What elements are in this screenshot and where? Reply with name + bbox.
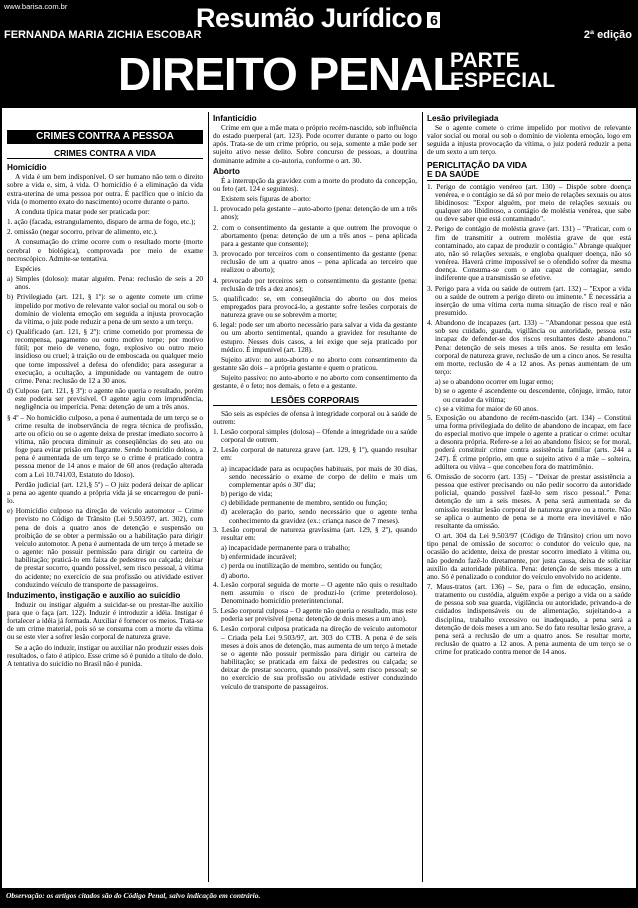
column-1	[7, 112, 203, 882]
list-item: 5. Lesão corporal culposa – O agente não queria o resultado, mas este poderia ser previsível (pena: detenção de dois meses a um ano).	[213, 606, 417, 624]
list-subitem: b) se o agente é ascendente ou descendente, cônjuge, irmão, tutor ou curador da vítima;	[435, 386, 631, 404]
list-item: § 4º – No homicídio culposo, a pena é aumentada de um terço se o crime resulta de inobservância de regra técnica de profissão, arte ou ofício ou se o agente deixa de prestar imediato socorro à vítima, não procura diminuir as conseqüências do seu ato ou foge para evitar prisão em flagrante. Sendo homicídio doloso, a pena é aumentada de um terço se o crime é praticado contra pessoa menor de 14 anos e maior de 60 anos (redação alterada com a Lei 10.741/03, Estatuto do Idoso).	[7, 412, 203, 479]
list-item: 3. provocado por terceiros com o consentimento da gestante (pena: reclusão de um a quatro anos – pena aplicada ao terceiro que realizou o aborto);	[213, 249, 417, 275]
list-item: a) Simples (doloso): matar alguém. Pena: reclusão de seis a 20 anos.	[7, 274, 203, 292]
site-url: www.barisa.com.br	[4, 2, 68, 11]
list-subitem: a) incapacidade para as ocupações habituais, por mais de 30 dias, sendo necessário o exame de corpo de delito e mais um complementar após o 30º dia;	[221, 463, 417, 489]
list-item: b) Privilegiado (art. 121, § 1º): se o agente comete um crime impelido por motivo de relevante valor social ou moral ou sob o domínio de violenta emoção em seguida a injusta provocação da vítima, o juiz pode reduzir a pena de um sexto a um terço.	[7, 292, 203, 326]
list-subitem: c) se a vítima for maior de 60 anos.	[435, 403, 539, 413]
list-subitem: b) perigo de vida;	[221, 489, 273, 499]
page-subtitle	[450, 51, 555, 91]
list-item: 6. Lesão corporal culposa praticada na direção de veículo automotor – Criada pela Lei 9.503/97, art. 303 do CTB. A pena é de seis meses a dois anos de detenção, mas aumenta de um terço à metade se o agente não possuir permissão para dirigir ou carteira de habilitação; se praticada em faixa de pedestres ou calçada; se deixar de prestar socorro, quando possível, sem risco pessoal; se no exercício de sua profissão ou atividade estiver conduzindo veículo de transporte de passageiros.	[213, 624, 417, 691]
list-item: 3. Lesão corporal de natureza gravíssima (art. 129, § 2º), quando resultar em:	[213, 524, 417, 542]
list-item: 2. Perigo de contágio de moléstia grave (art. 131) – "Praticar, com o fim de transmitir a outrem moléstia grave de que está contaminado, ato capaz de produzir o contágio." Abrange qualquer ato, não só relações sexuais, e engloba qualquer doença, não só venérea. Haverá crime impossível se o ofendido sofrer da mesma doença. Consuma-se com o ato capaz de contagiar, sendo indiferente que a transmissão se efetive.	[427, 224, 631, 283]
list-item: 1. Lesão corporal simples (dolosa) – Ofende a integridade ou a saúde corporal de outrem.	[213, 427, 417, 445]
list-item: 6. legal: pode ser um aborto necessário para salvar a vida da gestante ou um aborto sentimental, quando a gravidez for resultante de estupro. Nesses dois casos, a lei exige que seja praticado por médico. É impunível (art. 128).	[213, 320, 417, 354]
list-subitem: b) enfermidade incurável;	[221, 552, 297, 562]
paragraph: Perdão judicial (art. 121,§ 5º) – O juiz poderá deixar de aplicar a pena ao agente quando a própria vida já se encarregou de puni-lo.	[7, 479, 203, 506]
topic-title: Induzimento, instigação e auxílio ao suicídio	[7, 590, 181, 600]
column-divider	[422, 112, 423, 882]
series-title	[196, 3, 441, 33]
list-item: c) Qualificado (art. 121, § 2º): crime cometido por promessa de recompensa, pagamento ou outro motivo torpe; por motivo fútil; por meio de veneno, fogo, explosivo ou outro meio insidioso ou cruel; à traição ou de emboscada ou qualquer meio que torne impossível a defesa do ofendido; para assegurar a execução, a ocultação, a impunidade ou vantagem de outro crime. Pena: reclusão de 12 a 30 anos.	[7, 326, 203, 385]
list-item: 6. Omissão de socorro (art. 135) – "Deixar de prestar assistência a pessoa que estiver precisando ou não pedir socorro da autoridade policial, quando possível fazê-lo sem risco pessoal." Pena: detenção de um a seis meses. A pena será aumentada se da omissão resultar lesão corporal de natureza grave ou a morte. Não se aplica o aumento de pena se a morte era inevitável e não resultante da omissão.	[427, 471, 631, 530]
paragraph: Se o agente comete o crime impelido por motivo de relevante valor social ou moral ou sob o domínio de violenta emoção, logo em seguida a injusta provocação da vítima, o juiz poderá reduzir a pena de um sexto a um terço.	[427, 123, 631, 157]
subtitle-line-2: ESPECIAL	[450, 69, 556, 92]
column-3	[427, 112, 631, 882]
list-subitem: d) aceleração do parto, sendo necessário que o agente tenha conhecimento da gravidez (ex.: criança nasce de 7 meses).	[221, 507, 417, 525]
section-heading: CRIMES CONTRA A VIDA	[7, 149, 203, 159]
series-name: Resumão Jurídico	[196, 3, 423, 33]
footer-note: Observação: os artigos citados são do Código Penal, salvo indicação em contrário.	[6, 891, 261, 900]
paragraph: A conduta típica matar pode ser praticada por:	[15, 206, 150, 216]
section-heading-line-2: E DA SAÚDE	[427, 168, 480, 179]
subheading: Espécies	[15, 263, 41, 273]
paragraph: Crime em que a mãe mata o próprio recém-nascido, sob influência do estado puerperal (art. 123). Pode ocorrer durante o parto ou logo após. Trata-se de um crime próprio, ou seja, somente a mãe pode ser sujeito ativo nesse delito. Sobre concurso de pessoas, a doutrina dominante admite a co-autoria, conforme o art. 30.	[213, 123, 417, 165]
list-item: 1. Perigo de contágio venéreo (art. 130) – Dispõe sobre doença venérea, e o contágio se dá só por meio de relações sexuais ou atos libidinosos: "Expor alguém, por meio de relações sexuais ou qualquer ato libidinoso, a contágio de moléstia venérea, que sabe ou deve saber que está contaminado".	[427, 181, 631, 224]
column-2	[213, 112, 417, 882]
topic-title: Aborto	[213, 166, 240, 176]
list-item: 4. Lesão corporal seguida de morte – O agente não quis o resultado nem assumiu o risco de produzi-lo (crime preterdoloso). Denominado homicídio preterintencional.	[213, 579, 417, 605]
section-heading-line-1: PERICLITAÇÃO DA VIDA	[427, 159, 528, 170]
paragraph: A consumação do crime ocorre com o resultado morte (morte cerebral e biológica), comprovada por meio de exame necroscópico. Admite-se tentativa.	[7, 237, 203, 263]
paragraph: Sujeito ativo: no auto-aborto e no aborto com consentimento da gestante são dois – a própria gestante e quem o praticou.	[213, 354, 417, 373]
paragraph: É a interrupção da gravidez com a morte do produto da concepção, ou feto (art. 124 e seguintes).	[213, 175, 417, 193]
list-item: 2. omissão (negar socorro, privar de alimento, etc.).	[7, 227, 158, 237]
section-heading	[427, 161, 631, 181]
paragraph: Se a ação do induzir, instigar ou auxiliar não produzir esses dois resultados, o fato é atípico. Esse crime só é punido a título de dolo. A tentativa do suicídio no Brasil não é punida.	[7, 642, 203, 668]
subtitle-line-1: PARTE	[450, 49, 520, 72]
topic-title: Infanticídio	[213, 114, 257, 123]
list-subitem: a) incapacidade permanente para o trabalho;	[221, 543, 351, 553]
content-sheet	[2, 108, 636, 888]
page-title: DIREITO PENAL	[118, 48, 460, 100]
list-item: 2. Lesão corporal de natureza grave (art. 129, § 1º), quando resultar em:	[213, 445, 417, 463]
section-banner: CRIMES CONTRA A PESSOA	[7, 130, 203, 144]
list-item: 4. Abandono de incapazes (art. 133) – "Abandonar pessoa que está sob seu cuidado, guarda, vigilância ou autoridade, pessoa esta incapaz de defender-se dos riscos resultantes deste abandono." Pena: detenção de seis meses a três anos. Se resulta em lesão corporal de natureza grave, reclusão de um a cinco anos. Se resulta em morte, reclusão de 4 a 12 anos. As penas aumentam de um terço:	[427, 318, 631, 377]
list-item: 3. Perigo para a vida ou saúde de outrem (art. 132) – "Expor a vida ou a saúde de outrem a perigo direto ou iminente." É necessária a inserção de uma vítima certa numa situação de risco real e não presumido.	[427, 283, 631, 317]
paragraph: A vida é um bem indisponível. O ser humano não tem o direito sobre a vida e, sim, à vida. O homicídio é a eliminação da vida extra-uterina de uma pessoa por outra. É pacífico que o início da vida (o momento exato do nascimento) ocorre durante o parto.	[7, 172, 203, 206]
list-item: d) Culposo (art. 121, § 3º): o agente não queria o resultado, porém este poderia ser previsível. O agente agiu com imprudência, negligência ou imperícia. Pena: detenção de um a três anos.	[7, 386, 203, 412]
topic-title: Homicídio	[7, 163, 47, 173]
list-item: 5. Exposição ou abandono de recém-nascido (art. 134) – Constitui uma forma privilegiada do delito de abandono de incapaz, em face do especial motivo que impele o agente a praticar o crime: ocultar a desonra própria. Refere-se a lei ao abandono físico; se for moral, poderá constituir crime contra assistência familiar (arts. 244 a 247). É crime próprio, em que o sujeito ativo é a mãe – solteira, adúltera ou viúva – que concebeu fora do matrimônio.	[427, 412, 631, 471]
section-heading: LESÕES CORPORAIS	[213, 396, 417, 406]
list-item: e) Homicídio culposo na direção de veículo automotor – Crime previsto no Código de Trânsito (Lei 9.503/97, art. 302), com pena de dois a quatro anos de detenção e suspensão ou proibição de se obter a permissão ou a habilitação para dirigir veículo automotor. A pena é aumentada de um terço à metade se o agente: não possuir permissão para dirigir ou carteira de habilitação; praticá-lo em faixa de pedestres ou calçada; deixar de prestar socorro, quando possível, sem risco pessoal, à vítima do acidente; no exercício de sua profissão ou atividade estiver conduzindo veículo de transporte de passageiros.	[7, 506, 203, 589]
list-subitem: a) se o abandono ocorrer em lugar ermo;	[435, 377, 554, 387]
author-name: FERNANDA MARIA ZICHIA ESCOBAR	[4, 29, 202, 41]
paragraph: Induzir ou instigar alguém a suicidar-se ou prestar-lhe auxílio para que o faça (art. 122). Induzir é introduzir a idéia. Instigar é fortalecer a idéia já formada. Auxiliar é fornecer os meios. Trata-se de um crime material, pois só se consuma com a morte da vítima ou se este vier a sofrer lesão corporal de natureza grave.	[7, 599, 203, 642]
paragraph: O art. 304 da Lei 9.503/97 (Código de Trânsito) criou um novo tipo penal de omissão de socorro: o condutor do veículo que, na ocasião do acidente, deixa de prestar socorro imediato à vítima ou, não podendo fazê-lo diretamente, por justa causa, deixa de solicitar auxílio da autoridade pública. Pena: detenção de seis meses a um ano. Só é penalizado o condutor do veículo envolvido no acidente.	[427, 531, 631, 581]
list-item: 5. qualificado: se, em conseqüência do aborto ou dos meios empregados para provocá-lo, a gestante sofre lesões corporais de natureza grave ou se sobrevém a morte;	[213, 293, 417, 320]
list-item: 1. ação (facada, estrangulamento, disparo de arma de fogo, etc.);	[7, 217, 196, 227]
list-subitem: c) perda ou inutilização de membro, sentido ou função;	[221, 561, 383, 571]
list-item: 7. Maus-tratos (art. 136) – Se, para o fim de educação, ensino, tratamento ou custódia, alguém expõe a perigo a vida ou a saúde de pessoa sob sua guarda, vigilância ou autoridade, privando-a de cuidados indispensáveis ou de alimentação, sujeitando-a a disciplina, trabalho excessivo ou inadequado, a pena será a detenção de dois meses a um ano. Se do fato resultar lesão grave, a pena será a reclusão de um a quatro anos. Se resultar morte, reclusão de quatro a 12 anos. A pena aumenta de um terço se o crime for praticado contra menor de 14 anos.	[427, 581, 631, 657]
list-item: 1. provocado pela gestante – auto-aborto (pena: detenção de um a três anos);	[213, 204, 417, 222]
topic-title: Lesão privilegiada	[427, 114, 499, 123]
list-subitem: d) aborto.	[221, 570, 250, 580]
list-subitem: c) debilidade permanente de membro, sentido ou função;	[221, 498, 388, 508]
paragraph: São seis as espécies de ofensa à integridade corporal ou à saúde de outrem:	[213, 408, 417, 426]
paragraph: Sujeito passivo: no auto-aborto e no aborto com consentimento da gestante, é o feto; nos demais, o feto e a gestante.	[213, 373, 417, 391]
paragraph: Existem seis figuras de aborto:	[221, 194, 311, 204]
list-item: 2. com o consentimento da gestante a que outrem lhe provoque o abortamento (pena: detenção de um a três anos – pena aplicada para a gestante que consente);	[213, 222, 417, 248]
edition-label: 2ª edição	[583, 29, 632, 41]
issue-number: 6	[426, 11, 441, 29]
column-divider	[208, 112, 209, 882]
list-item: 4. provocado por terceiros sem o consentimento da gestante (pena: reclusão de três a dez anos);	[213, 275, 417, 293]
